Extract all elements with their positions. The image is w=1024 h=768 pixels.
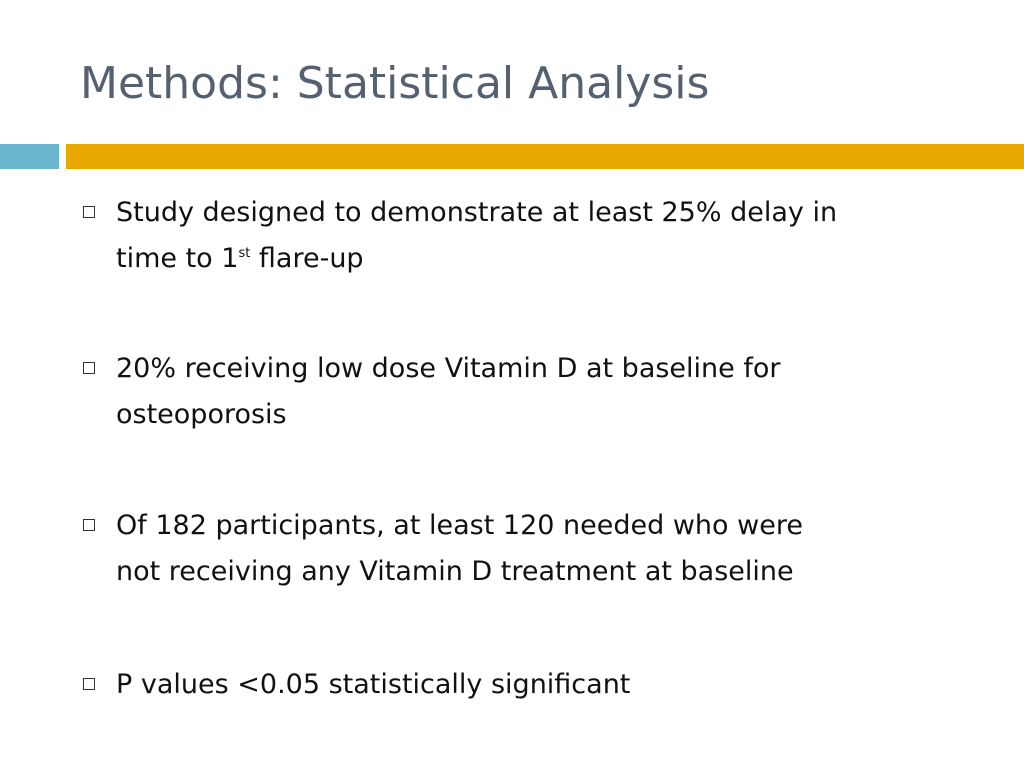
bullet-line: Of 182 participants, at least 120 needed who were [116,510,803,541]
hollow-square-bullet-icon [83,678,95,690]
hollow-square-bullet-icon [83,519,95,531]
bullet-line: osteoporosis [116,399,287,430]
bullet-text [116,190,956,282]
bullet-text [116,346,956,438]
bullet-text [116,662,956,708]
ordinal-superscript: st [238,246,251,261]
hollow-square-bullet-icon [83,206,95,218]
bullet-line-prefix: time to 1 [116,243,239,274]
bullet-line-suffix: flare-up [250,243,364,274]
bullet-line: not receiving any Vitamin D treatment at baseline [116,556,794,587]
hollow-square-bullet-icon [83,362,95,374]
bullet-line: 20% receiving low dose Vitamin D at baseline for [116,353,781,384]
slide-title: Methods: Statistical Analysis [80,58,710,109]
bullet-line: Study designed to demonstrate at least 25% delay in [116,197,838,228]
accent-bar-right [66,144,1024,169]
bullet-line: P values <0.05 statistically significant [116,669,631,700]
bullet-line [116,236,956,282]
accent-bar-left [0,144,59,169]
bullet-text [116,503,956,595]
